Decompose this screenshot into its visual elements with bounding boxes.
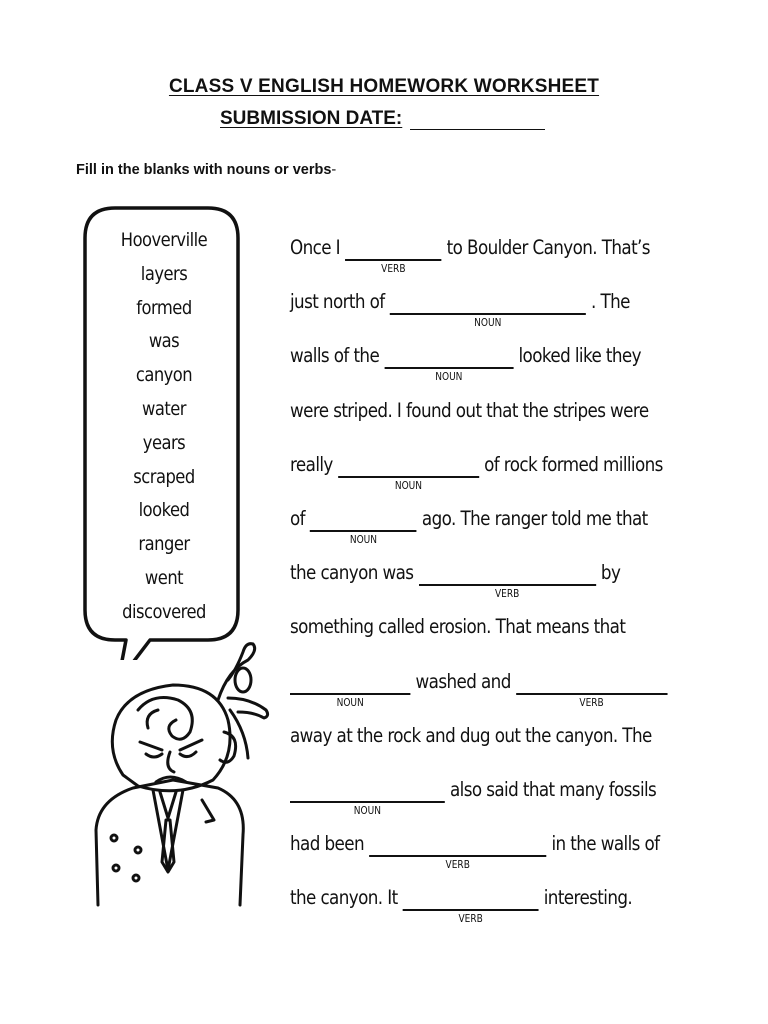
- story-line: had been VERB in the walls of: [290, 829, 617, 883]
- story-line: walls of the NOUN looked like they: [290, 341, 617, 395]
- word-bank: [109, 224, 219, 630]
- word-bank-item: formed: [136, 296, 192, 319]
- story-line: away at the rock and dug out the canyon. The: [290, 723, 652, 747]
- story-line: the canyon was VERB by: [290, 558, 617, 612]
- blank-noun[interactable]: NOUN: [310, 504, 417, 532]
- blank-verb[interactable]: VERB: [369, 829, 546, 857]
- story-passage: [290, 233, 670, 937]
- blank-noun[interactable]: NOUN: [290, 667, 410, 695]
- word-bank-item: went: [144, 566, 184, 589]
- blank-noun[interactable]: NOUN: [338, 450, 479, 478]
- blank-verb[interactable]: VERB: [345, 233, 441, 261]
- story-line: Once I VERB to Boulder Canyon. That’s: [290, 233, 617, 287]
- word-bank-item: discovered: [122, 600, 206, 623]
- word-bank-item: Hooverville: [120, 229, 208, 251]
- submission-date-label: SUBMISSION DATE:: [220, 108, 403, 129]
- story-line: the canyon. It VERB interesting.: [290, 883, 617, 937]
- story-line: just north of NOUN . The: [290, 287, 617, 341]
- word-bank-item: years: [142, 431, 186, 454]
- blank-verb[interactable]: VERB: [419, 558, 596, 586]
- submission-date-blank[interactable]: [410, 111, 545, 130]
- story-line: of NOUN ago. The ranger told me that: [290, 504, 617, 558]
- submission-date-row: [220, 108, 545, 130]
- word-bank-item: scraped: [133, 465, 195, 488]
- word-bank-item: ranger: [138, 533, 190, 556]
- story-line: were striped. I found out that the stripes were: [290, 398, 649, 422]
- instruction-text: Fill in the blanks with nouns or verbs-: [76, 162, 337, 178]
- story-line: NOUN washed and VERB: [290, 667, 617, 721]
- word-bank-item: water: [142, 397, 186, 420]
- word-bank-item: was: [148, 330, 180, 353]
- blank-noun[interactable]: NOUN: [390, 287, 586, 315]
- blank-noun[interactable]: NOUN: [290, 775, 445, 803]
- word-bank-item: looked: [138, 499, 190, 522]
- grumpy-man-illustration: [78, 640, 278, 910]
- story-line: really NOUN of rock formed millions: [290, 450, 617, 504]
- word-bank-item: layers: [140, 262, 188, 285]
- word-bank-item: canyon: [135, 364, 193, 387]
- blank-verb[interactable]: VERB: [516, 667, 667, 695]
- blank-noun[interactable]: NOUN: [384, 341, 513, 369]
- blank-verb[interactable]: VERB: [403, 883, 539, 911]
- worksheet-title: CLASS V ENGLISH HOMEWORK WORKSHEET: [168, 76, 600, 97]
- story-line: something called erosion. That means that: [290, 615, 626, 639]
- story-line: NOUN also said that many fossils: [290, 775, 617, 829]
